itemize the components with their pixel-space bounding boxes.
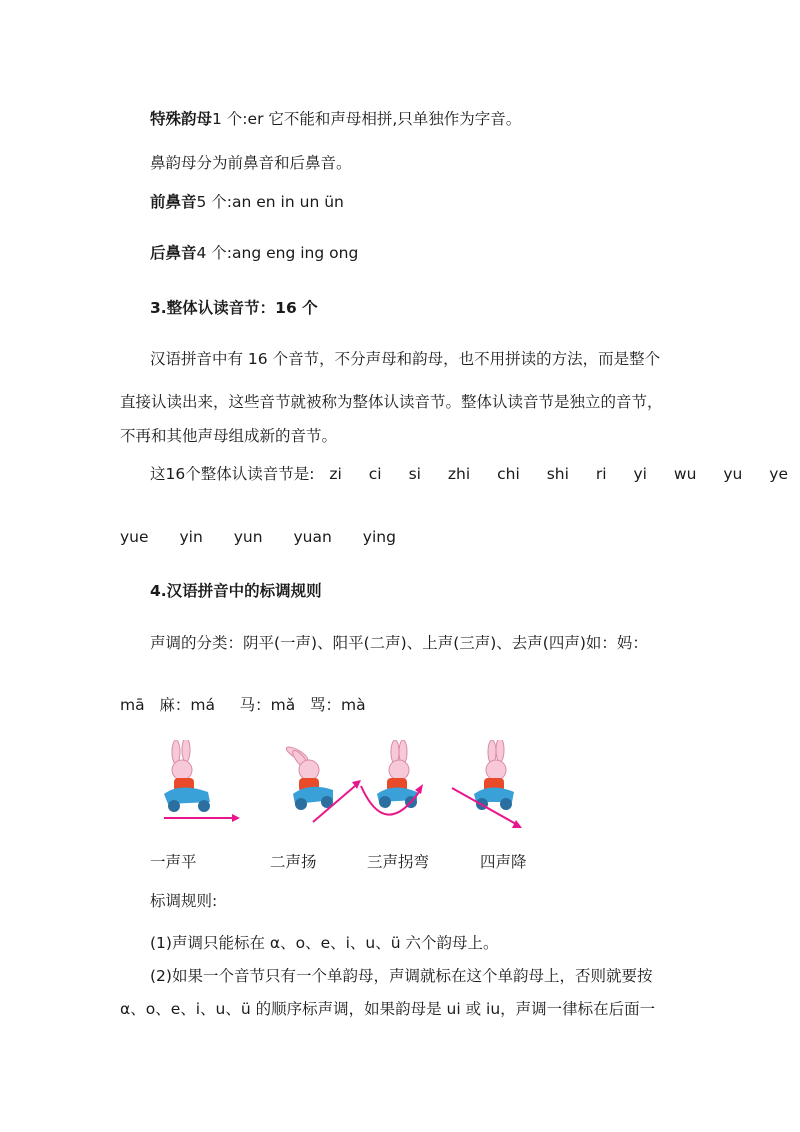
- rabbit-tone2-icon: [275, 740, 365, 825]
- syllable: yi: [633, 465, 647, 483]
- syllable: yin: [179, 528, 203, 546]
- tone-examples: mā 麻：má 马：mǎ 骂：mà: [120, 696, 366, 714]
- front-nasal-label: 前鼻音: [150, 193, 197, 211]
- paragraph3-line1: 汉语拼音中有 16 个音节，不分声母和韵母，也不用拼读的方法，而是整个: [150, 350, 661, 368]
- syllable: yu: [723, 465, 743, 483]
- syllable: ri: [595, 465, 607, 483]
- syllable: wu: [673, 465, 697, 483]
- tone-label-3: 三声拐弯: [367, 853, 430, 871]
- syllables-row1: [150, 463, 788, 485]
- back-nasal-line: [150, 242, 358, 264]
- rule1: (1)声调只能标在 α、o、e、i、u、ü 六个韵母上。: [150, 934, 499, 952]
- front-nasal-text: 5 个:an en in un ün: [196, 193, 344, 211]
- syllables-intro: 这16个整体认读音节是:: [150, 465, 315, 483]
- rule2-line2: α、o、e、i、u、ü 的顺序标声调，如果韵母是 ui 或 iu，声调一律标在后面一: [120, 1000, 656, 1018]
- section3-title: 3.整体认读音节：16 个: [150, 299, 318, 317]
- syllable: yue: [120, 528, 149, 546]
- syllable: chi: [497, 465, 520, 483]
- syllable: zhi: [447, 465, 471, 483]
- special-final-text: 1 个:er 它不能和声母相拼,只单独作为字音。: [212, 110, 522, 128]
- tone-illustrations: [150, 740, 550, 830]
- tone-label-2: 二声扬: [270, 853, 317, 871]
- syllable: zi: [329, 465, 342, 483]
- syllable: yuan: [293, 528, 332, 546]
- tone-classes: 声调的分类：阴平(一声)、阳平(二声)、上声(三声)、去声(四声)如：妈：: [150, 634, 648, 652]
- rules-title: 标调规则:: [150, 892, 218, 910]
- paragraph3-line2: 直接认读出来，这些音节就被称为整体认读音节。整体认读音节是独立的音节，: [120, 393, 663, 411]
- syllable: yun: [233, 528, 263, 546]
- syllables-row2: [120, 526, 396, 548]
- tone-label-1: 一声平: [150, 853, 197, 871]
- special-final-label: 特殊韵母: [150, 110, 213, 128]
- back-nasal-label: 后鼻音: [150, 244, 197, 262]
- syllable: ci: [368, 465, 382, 483]
- rabbit-tone3-icon: [355, 740, 445, 825]
- rabbit-tone4-icon: [448, 740, 538, 830]
- section4-title: 4.汉语拼音中的标调规则: [150, 582, 322, 600]
- special-final-line: [150, 108, 521, 130]
- tone-label-4: 四声降: [480, 853, 527, 871]
- paragraph3-line3: 不再和其他声母组成新的音节。: [120, 427, 338, 445]
- syllable: shi: [546, 465, 569, 483]
- syllable: si: [408, 465, 421, 483]
- syllable: ying: [362, 528, 396, 546]
- rule2-line1: (2)如果一个音节只有一个单韵母，声调就标在这个单韵母上，否则就要按: [150, 967, 653, 985]
- front-nasal-line: [150, 191, 344, 213]
- nasal-intro: 鼻韵母分为前鼻音和后鼻音。: [150, 154, 352, 172]
- rabbit-tone1-icon: [160, 740, 240, 825]
- syllable: ye: [769, 465, 789, 483]
- back-nasal-text: 4 个:ang eng ing ong: [196, 244, 359, 262]
